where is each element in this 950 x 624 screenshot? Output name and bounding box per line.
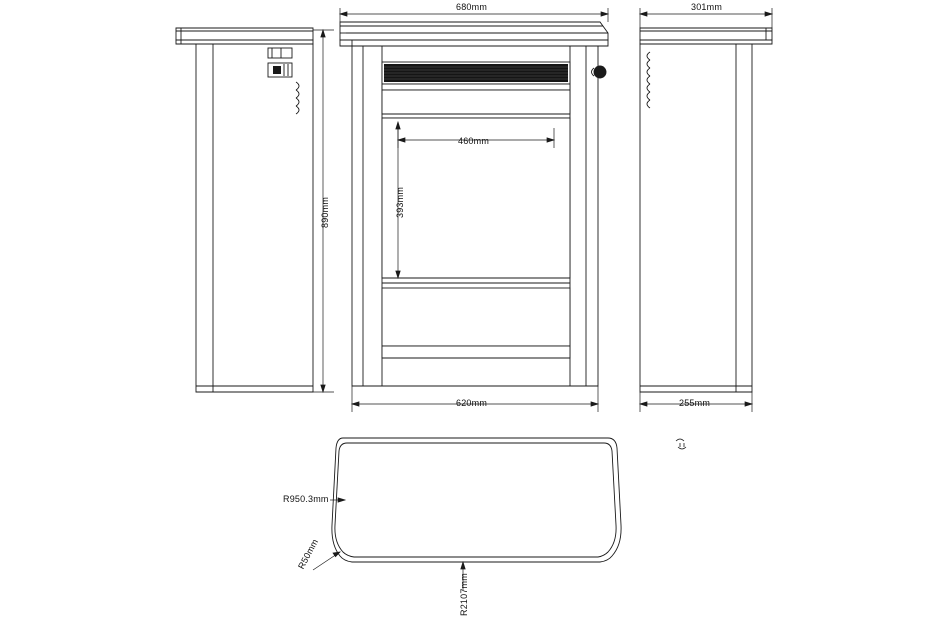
left-side-elevation: [176, 28, 313, 392]
dim-front-top-width: 680mm: [456, 2, 488, 12]
dim-plan-radius-front: R2107mm: [459, 573, 469, 616]
front-elevation: [340, 22, 608, 386]
dim-front-base-width: 620mm: [456, 398, 488, 408]
dim-right-base-depth: 255mm: [679, 398, 711, 408]
dim-plan-radius-small: R50mm: [296, 537, 321, 571]
detail-mark: [676, 439, 686, 449]
dim-opening-width: 460mm: [458, 136, 490, 146]
right-side-elevation: [640, 28, 772, 392]
plan-view: [332, 438, 621, 562]
dim-opening-height: 393mm: [395, 186, 405, 218]
dim-overall-height: 890mm: [320, 196, 330, 228]
dim-right-top-depth: 301mm: [691, 2, 723, 12]
dim-plan-radius-large: R950.3mm: [283, 494, 329, 504]
